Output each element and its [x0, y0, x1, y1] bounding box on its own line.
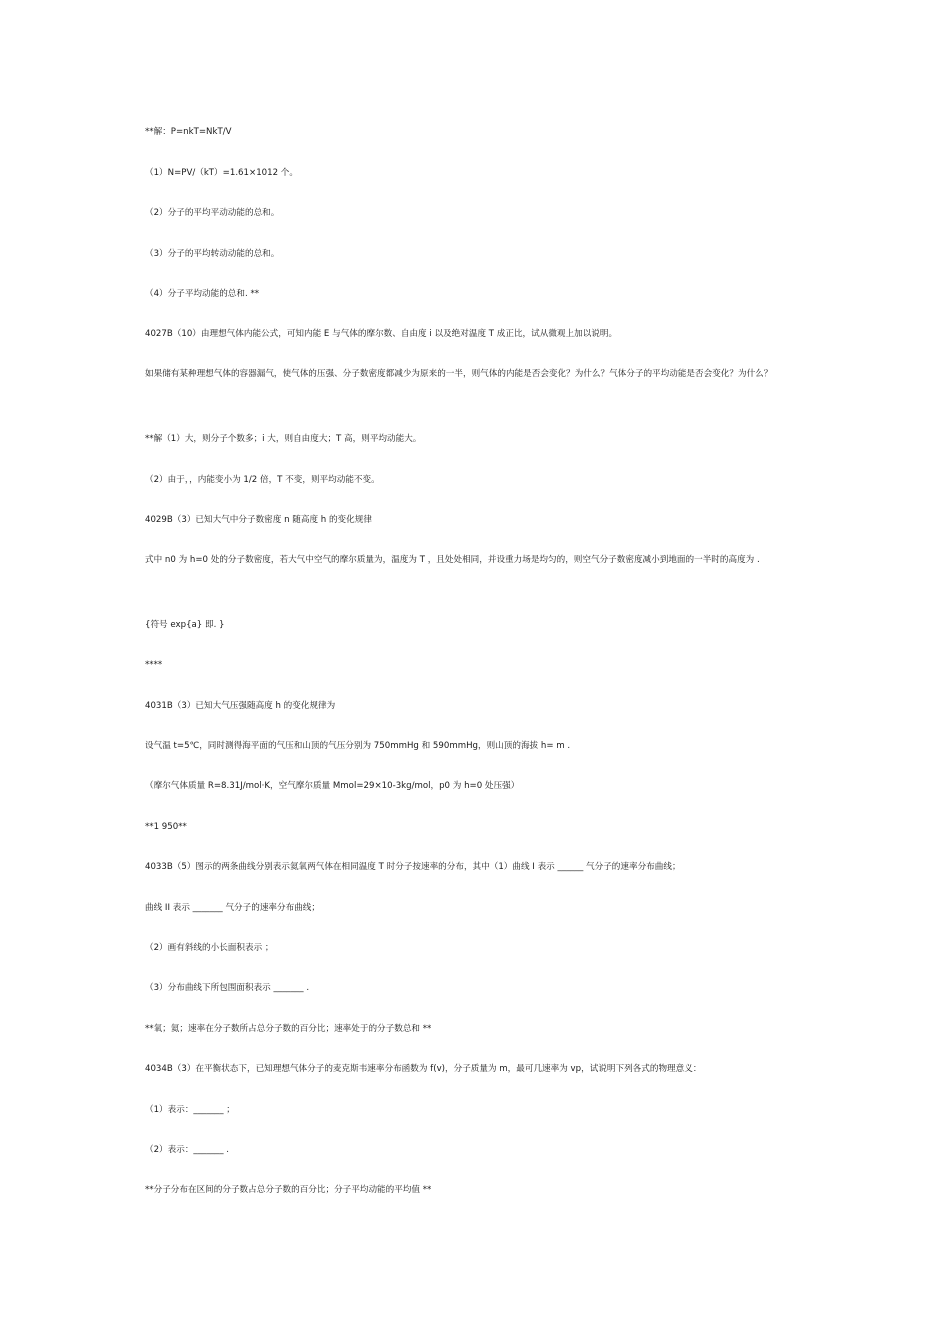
- text-line: （4）分子平均动能的总和. **: [145, 289, 260, 299]
- text-line: （2）画有斜线的小长面积表示 ；: [145, 943, 274, 953]
- text-line: 4027B（10）由理想气体内能公式，可知内能 E 与气体的摩尔数、自由度 i 以及绝对温度 T 成正比，试从微观上加以说明。: [145, 329, 618, 339]
- text-line: （3）分子的平均转动动能的总和。: [145, 249, 280, 259]
- text-line: **分子分布在区间的分子数占总分子数的百分比；分子平均动能的平均值 **: [145, 1185, 432, 1195]
- text-line: **解（1）大，则分子个数多；i 大，则自由度大；T 高，则平均动能大。: [145, 434, 422, 444]
- text-paragraph: 式中 n0 为 h=0 处的分子数密度，若大气中空气的摩尔质量为，温度为 T ，且处处相同，并设重力场是均匀的，则空气分子数密度减小到地面的一半时的高度为 .: [145, 555, 760, 565]
- text-line: 4033B（5）图示的两条曲线分别表示氦氧两气体在相同温度 T 时分子按速率的分布，其中（1）曲线 I 表示 ______ 气分子的速率分布曲线；: [145, 862, 681, 872]
- text-line: 4029B（3）已知大气中分子数密度 n 随高度 h 的变化规律: [145, 515, 372, 525]
- text-line: **解：P=nkT=NkT/V: [145, 127, 232, 137]
- text-paragraph: 如果储有某种理想气体的容器漏气，使气体的压强、分子数密度都减少为原来的一半，则气体的内能是否会变化？为什么？气体分子的平均动能是否会变化？为什么？: [145, 369, 773, 379]
- text-line: （3）分布曲线下所包围面积表示 _______ .: [145, 983, 310, 993]
- text-line: 设气温 t=5℃，同时测得海平面的气压和山顶的气压分别为 750mmHg 和 590mmHg，则山顶的海拔 h= m .: [145, 741, 571, 751]
- text-line: **氧；氦；速率在分子数所占总分子数的百分比；速率处于的分子数总和 **: [145, 1024, 432, 1034]
- text-line: ****: [145, 660, 163, 670]
- text-line: （2）分子的平均平动动能的总和。: [145, 208, 280, 218]
- text-line: （1）N=PV/（kT）=1.61×1012 个。: [145, 168, 298, 178]
- text-line: （1）表示：_______ ；: [145, 1105, 235, 1115]
- text-line: 4034B（3）在平衡状态下，已知理想气体分子的麦克斯韦速率分布函数为 f(v)，分子质量为 m，最可几速率为 vp，试说明下列各式的物理意义：: [145, 1064, 702, 1074]
- text-line: 4031B（3）已知大气压强随高度 h 的变化规律为: [145, 701, 336, 711]
- text-line: **1 950**: [145, 822, 187, 832]
- text-line: （摩尔气体质量 R=8.31J/mol·K，空气摩尔质量 Mmol=29×10-3kg/mol，p0 为 h=0 处压强）: [145, 781, 520, 791]
- text-line: （2）由于，，内能变小为 1/2 倍，T 不变，则平均动能不变。: [145, 475, 380, 485]
- text-line: {符号 exp{a} 即. }: [145, 620, 225, 630]
- text-line: 曲线 II 表示 _______ 气分子的速率分布曲线；: [145, 903, 320, 913]
- text-line: （2）表示：_______ .: [145, 1145, 229, 1155]
